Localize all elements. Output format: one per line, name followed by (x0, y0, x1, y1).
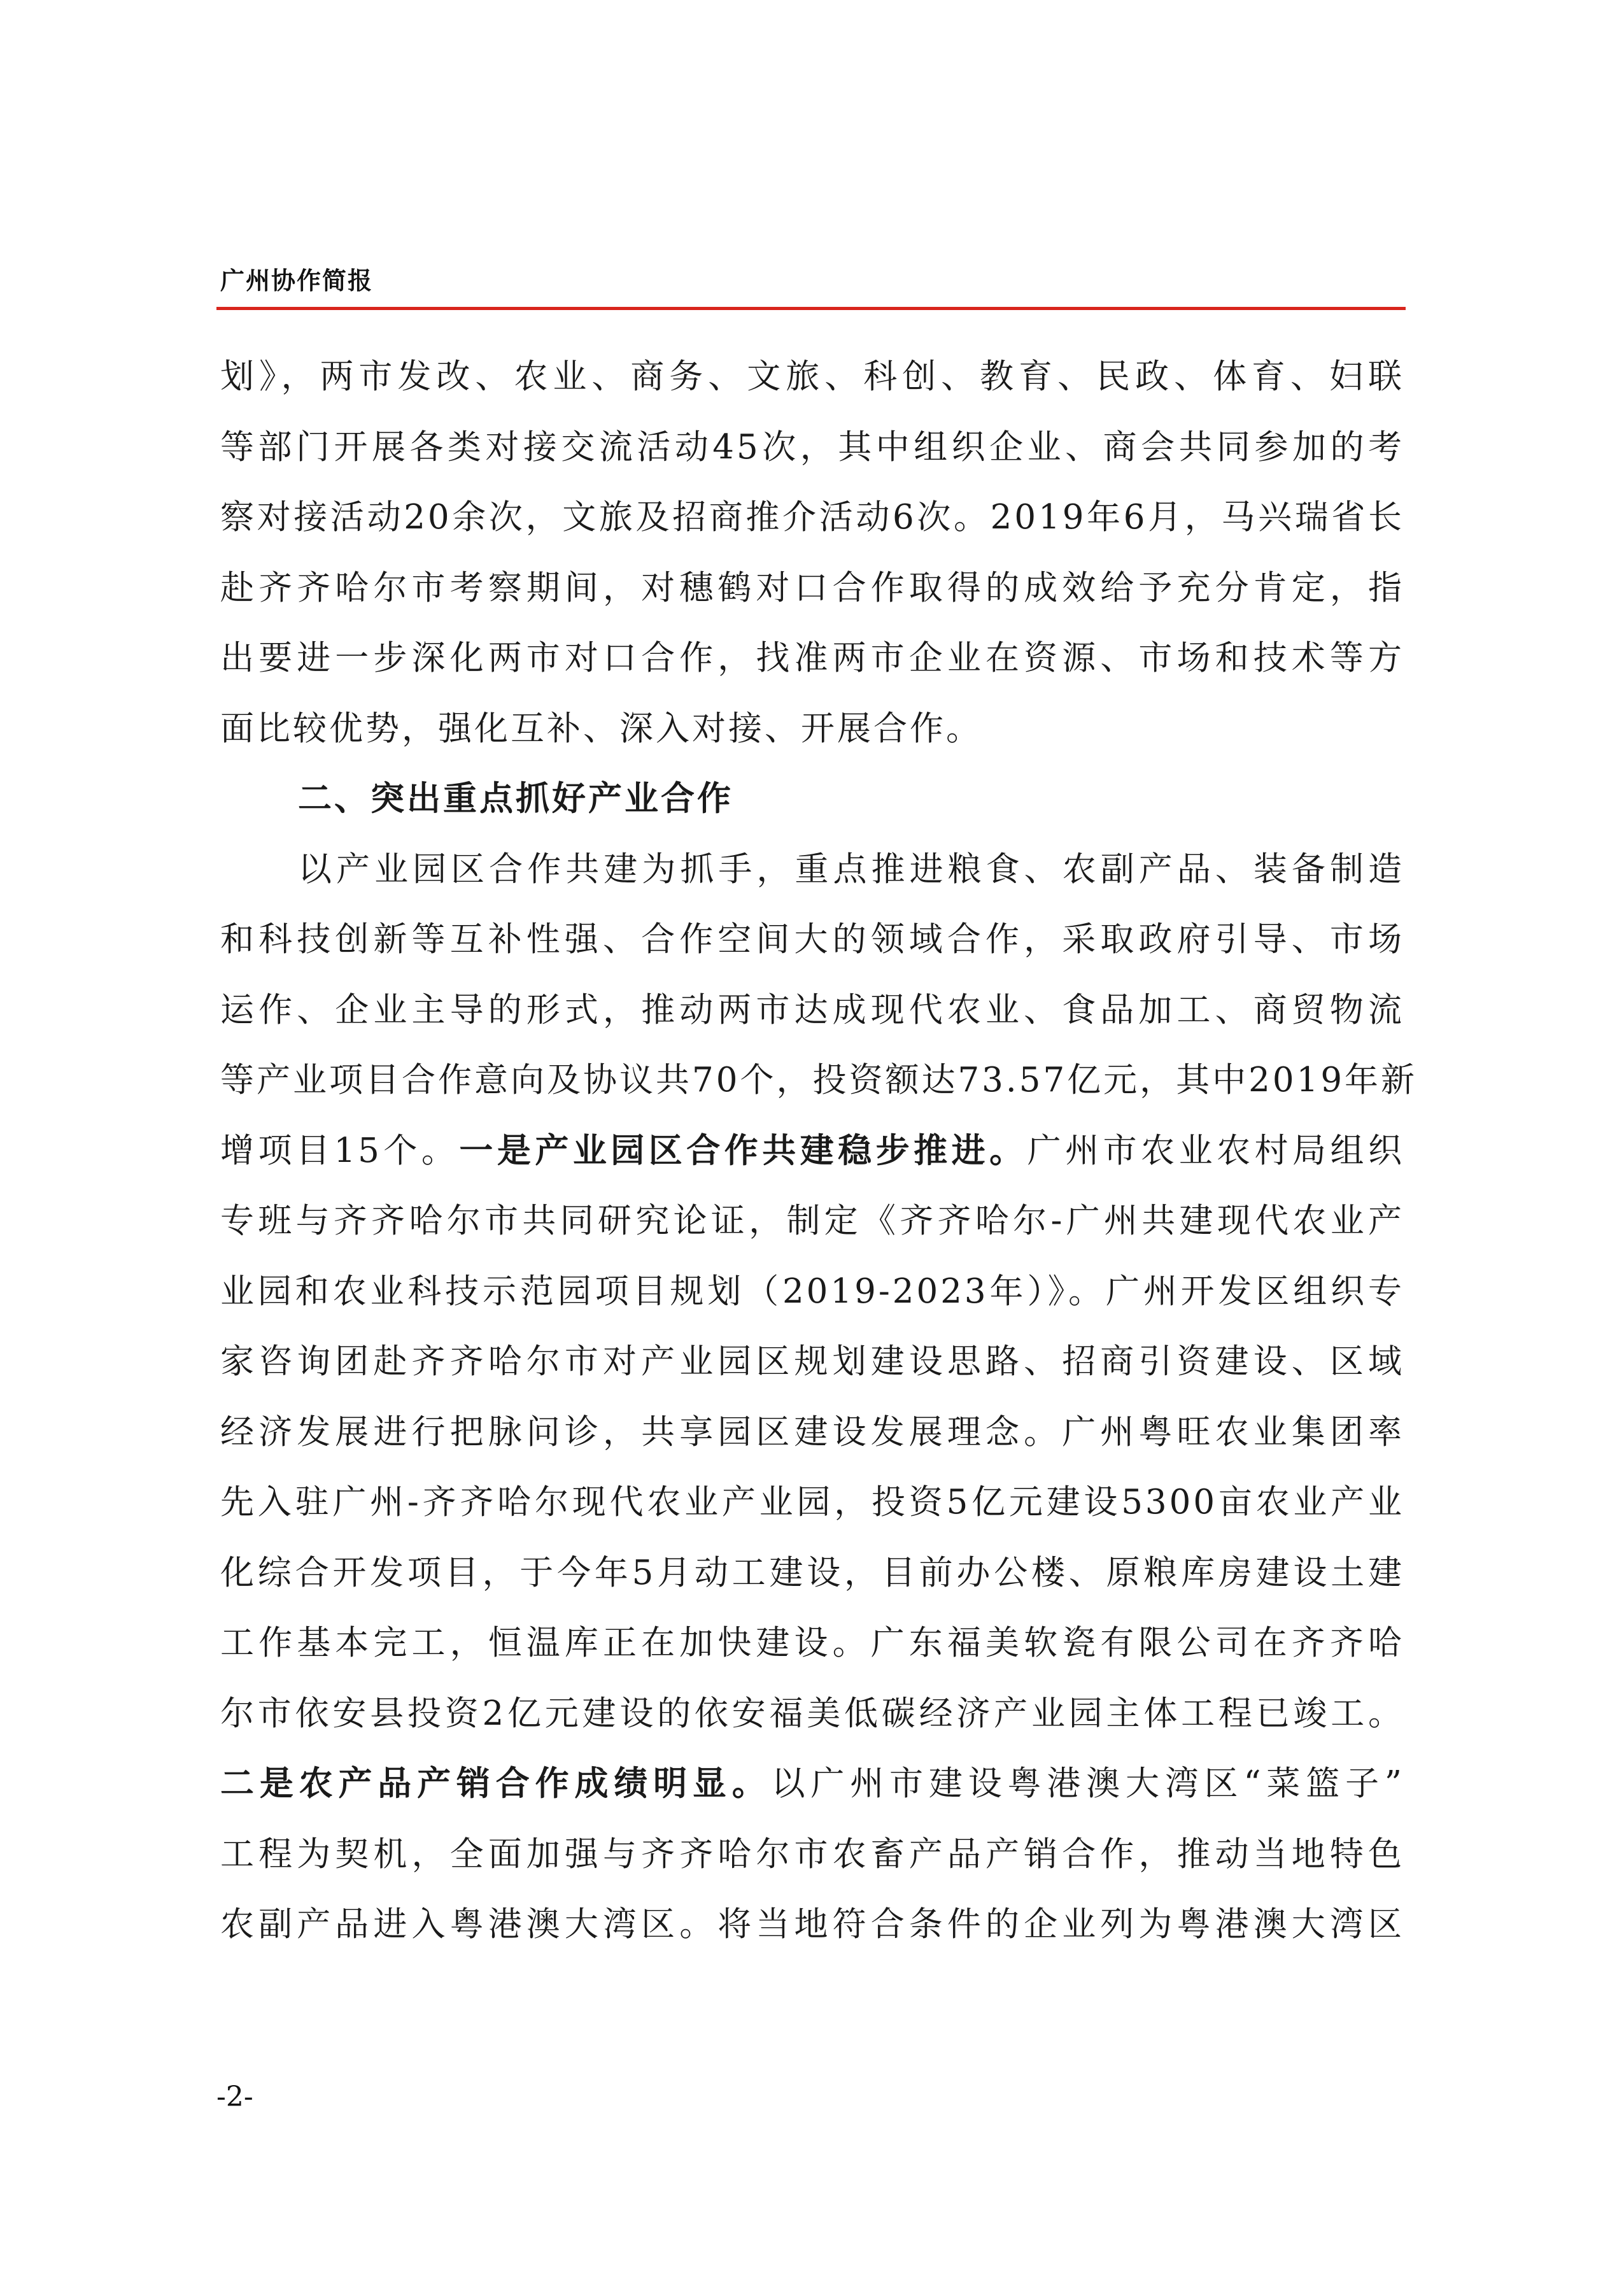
text-line (220, 1116, 1404, 1187)
text-segment: 以广州市建设粤港澳大湾区“菜篮子” (771, 1764, 1404, 1803)
text-line: 面比较优势，强化互补、深入对接、开展合作。 (220, 709, 982, 748)
document-body (220, 342, 1418, 1960)
text-segment: 增项目15个。 (220, 1131, 460, 1170)
text-line: 赴齐齐哈尔市考察期间，对穗鹤对口合作取得的成效给予充分肯定，指 (220, 568, 1404, 607)
section-heading: 二、突出重点抓好产业合作 (298, 779, 733, 818)
text-line: 察对接活动20余次，文旅及招商推介活动6次。2019年6月，马兴瑞省长 (220, 498, 1404, 537)
text-line: 工作基本完工，恒温库正在加快建设。广东福美软瓷有限公司在齐齐哈 (220, 1624, 1404, 1662)
text-line: 以产业园区合作共建为抓手，重点推进粮食、农副产品、装备制造 (298, 849, 1404, 889)
text-line: 出要进一步深化两市对口合作，找准两市企业在资源、市场和技术等方 (220, 639, 1404, 677)
text-line: 划》，两市发改、农业、商务、文旅、科创、教育、民政、体育、妇联 (220, 357, 1404, 396)
text-line: 业园和农业科技示范园项目规划（2019-2023年）》。广州开发区组织专 (220, 1271, 1404, 1311)
text-line: 和科技创新等互补性强、合作空间大的领域合作，采取政府引导、市场 (220, 920, 1404, 959)
page-number: -2- (216, 2081, 253, 2113)
bold-lead-phrase: 一是产业园区合作共建稳步推进。 (459, 1131, 1027, 1170)
bulletin-title: 广州协作简报 (220, 267, 374, 295)
text-line: 专班与齐齐哈尔市共同研究论证，制定《齐齐哈尔-广州共建现代农业产 (220, 1201, 1404, 1240)
text-line: 工程为契机，全面加强与齐齐哈尔市农畜产品产销合作，推动当地特色 (220, 1834, 1404, 1874)
text-line: 先入驻广州-齐齐哈尔现代农业产业园，投资5亿元建设5300亩农业产业 (220, 1483, 1404, 1522)
text-line: 家咨询团赴齐齐哈尔市对产业园区规划建设思路、招商引资建设、区域 (220, 1342, 1404, 1381)
text-line (220, 1749, 1404, 1820)
text-line: 尔市依安县投资2亿元建设的依安福美低碳经济产业园主体工程已竣工。 (220, 1694, 1404, 1733)
text-line: 运作、企业主导的形式，推动两市达成现代农业、食品加工、商贸物流 (220, 990, 1404, 1029)
bold-lead-phrase: 二是农产品产销合作成绩明显。 (220, 1764, 772, 1803)
text-segment: 广州市农业农村局组织 (1027, 1131, 1405, 1170)
text-line: 等部门开展各类对接交流活动45次，其中组织企业、商会共同参加的考 (220, 427, 1404, 467)
text-line: 农副产品进入粤港澳大湾区。将当地符合条件的企业列为粤港澳大湾区 (220, 1905, 1404, 1944)
header-divider (216, 307, 1406, 310)
text-line: 等产业项目合作意向及协议共70个，投资额达73.57亿元，其中2019年新 (220, 1061, 1418, 1100)
text-line: 化综合开发项目，于今年5月动工建设，目前办公楼、原粮库房建设土建 (220, 1553, 1404, 1592)
text-line: 经济发展进行把脉问诊，共享园区建设发展理念。广州粤旺农业集团率 (220, 1412, 1404, 1452)
